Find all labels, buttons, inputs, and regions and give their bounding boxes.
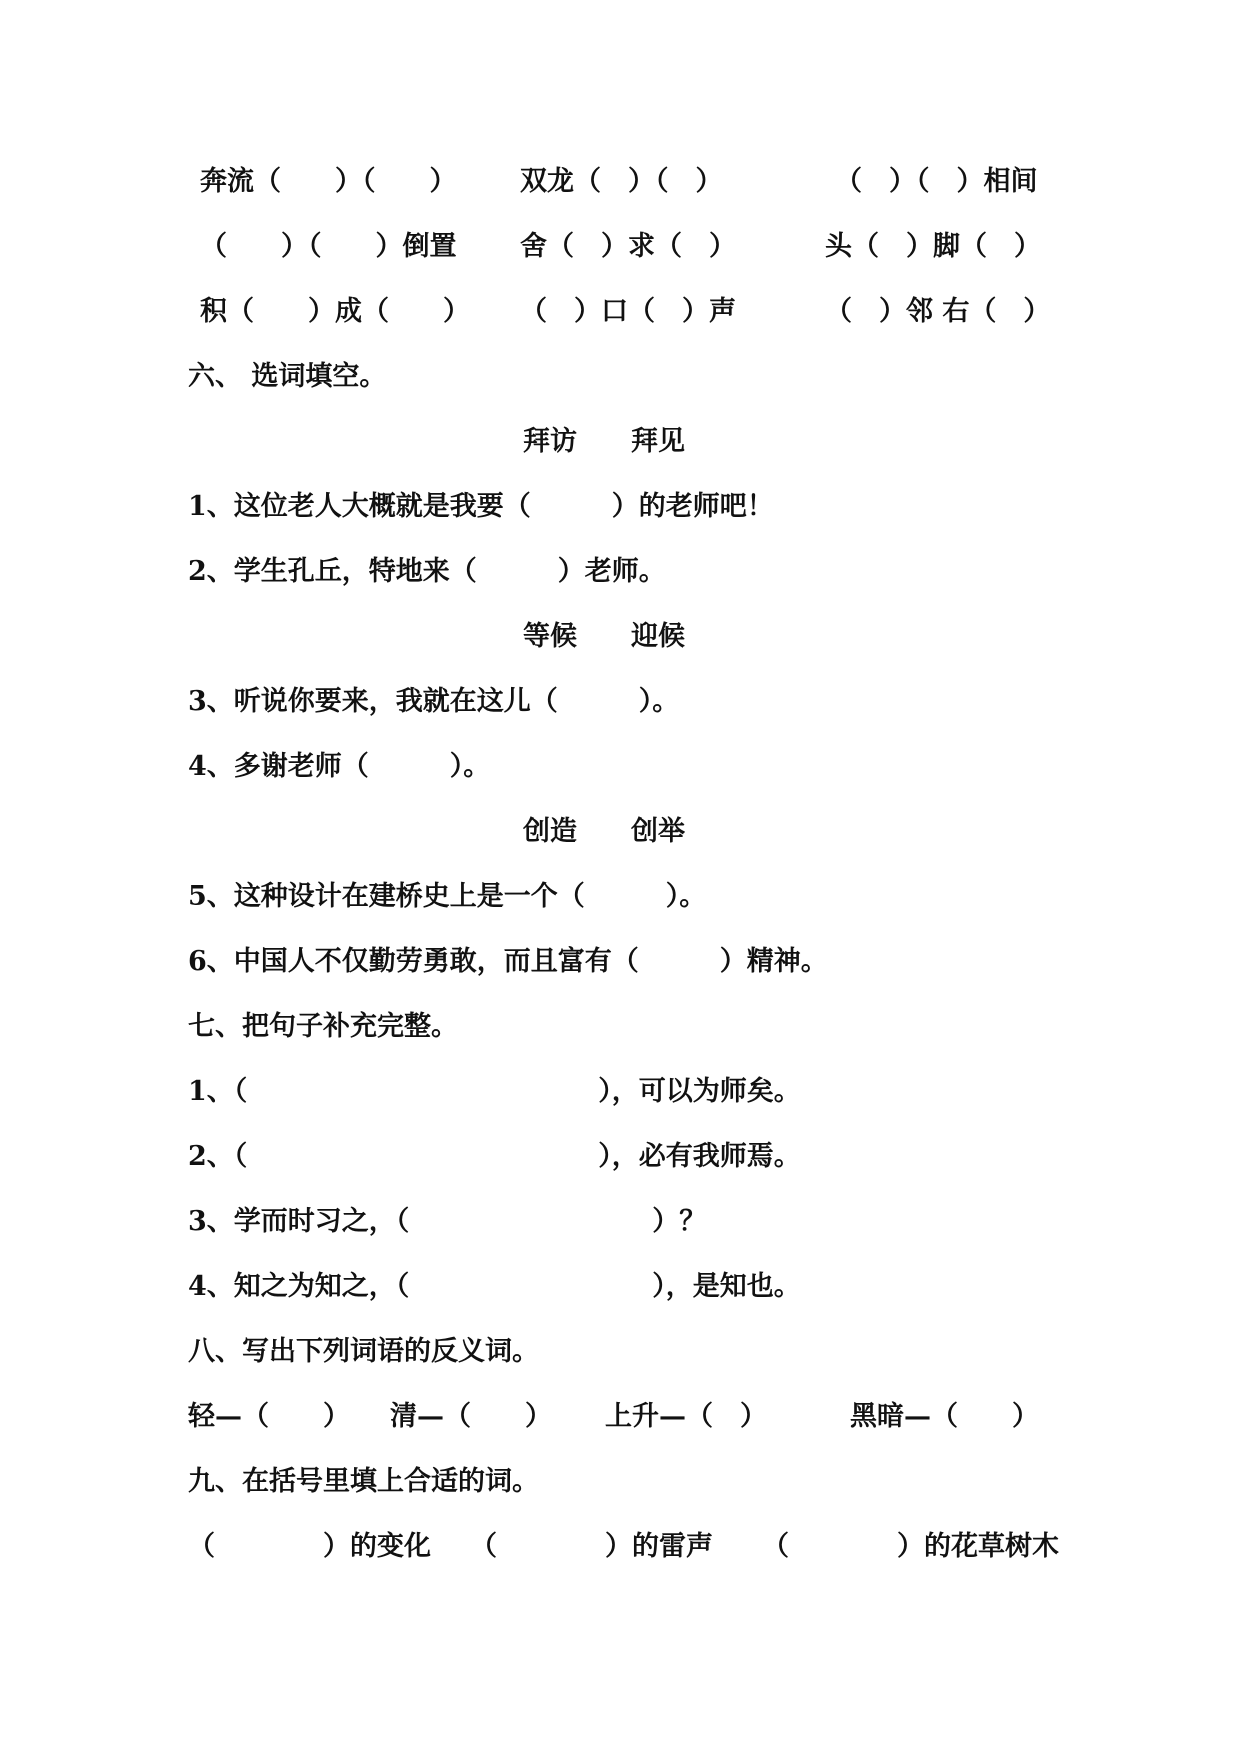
question-line (0, 547, 1241, 597)
fill-word-item: （ ）的花草树木 (762, 1531, 1059, 1562)
idiom-item: （ ）口（ ）声 (520, 296, 736, 327)
question-line (0, 1067, 1241, 1117)
word-choice-text: 创造 创举 (523, 816, 685, 847)
question-line (0, 872, 1241, 922)
idiom-item: 头（ ）脚（ ） (825, 231, 1041, 262)
question-line (0, 937, 1241, 987)
question-text: 6、中国人不仅勤劳勇敢，而且富有（ ）精神。 (188, 946, 828, 977)
fill-word-item: （ ）的雷声 (470, 1531, 713, 1562)
word-choice-pair (0, 612, 1241, 662)
question-line (0, 1132, 1241, 1182)
antonym-item: 黑暗—（ ） (850, 1401, 1039, 1432)
idiom-row (0, 287, 1241, 337)
section-7-title (0, 1002, 1241, 1052)
word-choice-pair (0, 807, 1241, 857)
idiom-item: 舍（ ）求（ ） (520, 231, 736, 262)
idiom-item: （ ）（ ）倒置 (200, 231, 457, 262)
section-title-text: 六、 选词填空。 (188, 361, 387, 392)
question-line (0, 482, 1241, 532)
question-line (0, 1262, 1241, 1312)
idiom-row (0, 222, 1241, 272)
question-line (0, 742, 1241, 792)
word-choice-pair (0, 417, 1241, 467)
word-choice-text: 拜访 拜见 (523, 426, 685, 457)
antonym-item: 轻—（ ） (188, 1401, 350, 1432)
question-text: 1、（ ），可以为师矣。 (188, 1076, 801, 1107)
word-choice-text: 等候 迎候 (523, 621, 685, 652)
section-9-title (0, 1457, 1241, 1507)
antonym-item: 清—（ ） (390, 1401, 552, 1432)
idiom-row (0, 157, 1241, 207)
question-text: 2、学生孔丘，特地来（ ）老师。 (188, 556, 666, 587)
idiom-item: 奔流（ ）（ ） (200, 166, 457, 197)
question-text: 2、（ ），必有我师焉。 (188, 1141, 801, 1172)
section-title-text: 八、写出下列词语的反义词。 (188, 1336, 539, 1367)
section-title-text: 七、把句子补充完整。 (188, 1011, 458, 1042)
question-line (0, 677, 1241, 727)
question-text: 4、知之为知之，（ ），是知也。 (188, 1271, 801, 1302)
idiom-item: （ ）（ ）相间 (835, 166, 1038, 197)
question-text: 1、这位老人大概就是我要（ ）的老师吧！ (188, 491, 774, 522)
section-6-title (0, 352, 1241, 402)
question-text: 3、听说你要来，我就在这儿（ ）。 (188, 686, 680, 717)
question-text: 5、这种设计在建桥史上是一个（ ）。 (188, 881, 707, 912)
idiom-item: 积（ ）成（ ） (200, 296, 470, 327)
fill-word-item: （ ）的变化 (188, 1531, 431, 1562)
fill-word-row (0, 1522, 1241, 1572)
antonym-item: 上升—（ ） (605, 1401, 767, 1432)
idiom-item: 双龙（ ）（ ） (520, 166, 723, 197)
question-line (0, 1197, 1241, 1247)
section-8-title (0, 1327, 1241, 1377)
section-title-text: 九、在括号里填上合适的词。 (188, 1466, 539, 1497)
idiom-item: （ ）邻 右（ ） (825, 296, 1051, 327)
question-text: 3、学而时习之，（ ）？ (188, 1206, 707, 1237)
question-text: 4、多谢老师（ ）。 (188, 751, 491, 782)
antonym-row (0, 1392, 1241, 1442)
